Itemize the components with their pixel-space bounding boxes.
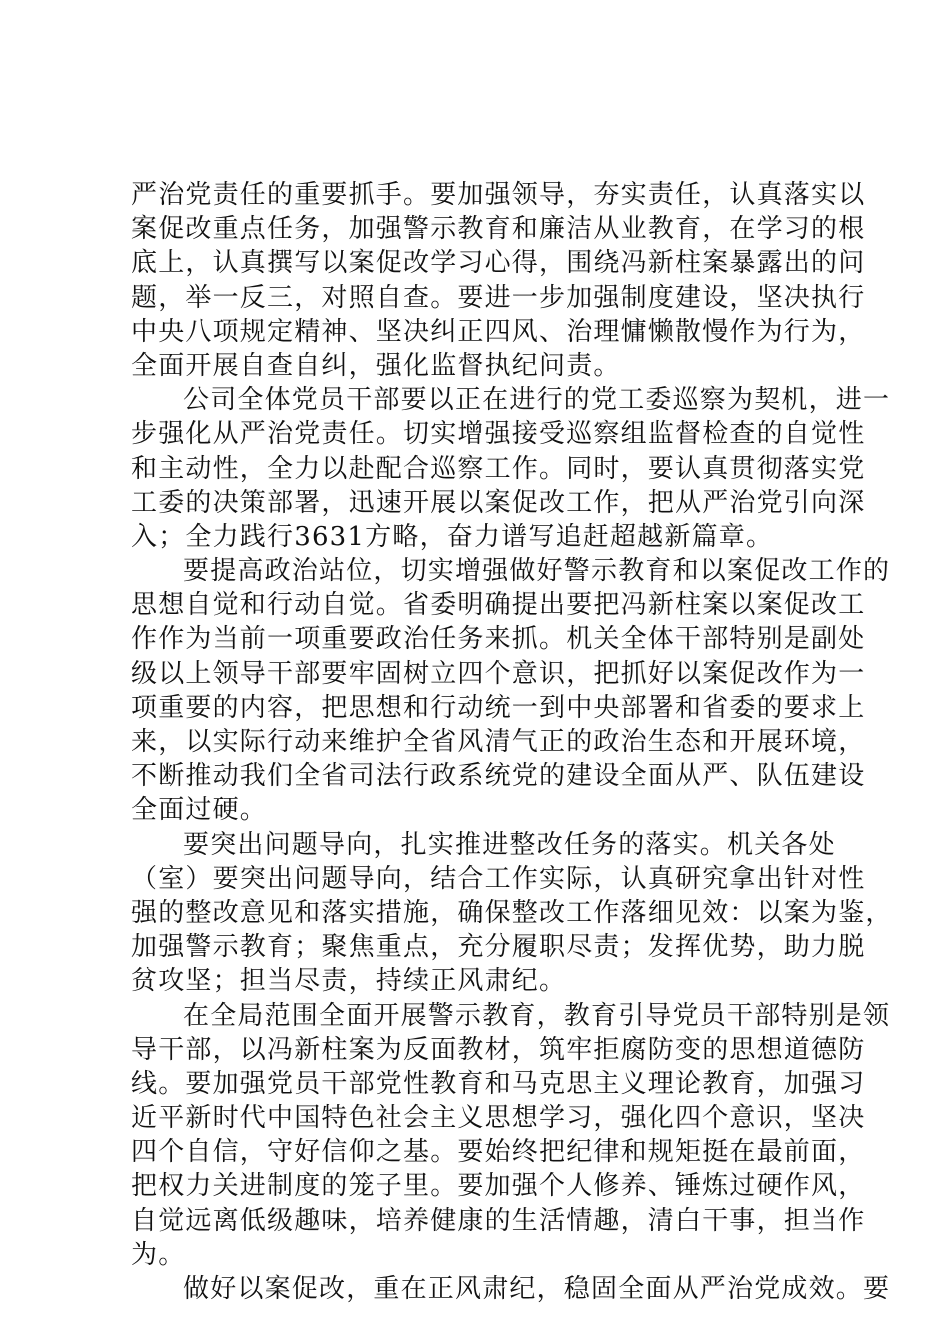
paragraph-line: 和主动性，全力以赴配合巡察工作。同时，要认真贯彻落实党 (131, 453, 866, 484)
paragraph-line: （室）要突出问题导向，结合工作实际，认真研究拿出针对性 (131, 863, 866, 894)
paragraph-line: 入；全力践行3631方略，奋力谱写追赶超越新篇章。 (131, 521, 774, 552)
paragraph-line: 四个自信，守好信仰之基。要始终把纪律和规矩挺在最前面， (131, 1137, 866, 1168)
paragraph-line: 加强警示教育；聚焦重点，充分履职尽责；发挥优势，助力脱 (131, 932, 866, 963)
paragraph-line: 项重要的内容，把思想和行动统一到中央部署和省委的要求上 (131, 692, 866, 723)
paragraph-line: 在全局范围全面开展警示教育，教育引导党员干部特别是领 (183, 1000, 891, 1031)
paragraph-line: 公司全体党员干部要以正在进行的党工委巡察为契机，进一 (183, 385, 891, 416)
document-body (131, 178, 893, 1306)
paragraph-line: 步强化从严治党责任。切实增强接受巡察组监督检查的自觉性 (131, 419, 866, 450)
paragraph-line: 线。要加强党员干部党性教育和马克思主义理论教育，加强习 (131, 1068, 866, 1099)
paragraph-line: 近平新时代中国特色社会主义思想学习，强化四个意识，坚决 (131, 1103, 866, 1134)
paragraph-line: 要突出问题导向，扎实推进整改任务的落实。机关各处 (183, 829, 836, 860)
paragraph-line: 题，举一反三，对照自查。要进一步加强制度建设，坚决执行 (131, 282, 866, 313)
paragraph (131, 1272, 891, 1306)
paragraph-line: 全面过硬。 (131, 795, 268, 826)
paragraph (131, 383, 891, 554)
paragraph-line: 把权力关进制度的笼子里。要加强个人修养、锤炼过硬作风， (131, 1171, 866, 1202)
paragraph-line: 严治党责任的重要抓手。要加强领导，夯实责任，认真落实以 (131, 180, 866, 210)
paragraph-line: 中央八项规定精神、坚决纠正四风、治理慵懒散慢作为行为， (131, 316, 866, 347)
paragraph (131, 828, 893, 999)
paragraph-line: 作作为当前一项重要政治任务来抓。机关全体干部特别是副处 (131, 624, 866, 655)
paragraph-line: 工委的决策部署，迅速开展以案促改工作，把从严治党引向深 (131, 487, 866, 518)
paragraph-line: 要提高政治站位，切实增强做好警示教育和以案促改工作的 (183, 556, 891, 587)
paragraph-line: 为。 (131, 1239, 186, 1270)
paragraph (131, 554, 891, 828)
paragraph-line: 全面开展自查自纠，强化监督执纪问责。 (131, 350, 621, 381)
paragraph-line: 思想自觉和行动自觉。省委明确提出要把冯新柱案以案促改工 (131, 590, 866, 621)
paragraph-line: 自觉远离低级趣味，培养健康的生活情趣，清白干事，担当作 (131, 1205, 866, 1236)
paragraph-line: 导干部，以冯新柱案为反面教材，筑牢拒腐防变的思想道德防 (131, 1034, 866, 1065)
paragraph-line: 做好以案促改，重在正风肃纪，稳固全面从严治党成效。要 (183, 1274, 891, 1304)
paragraph (131, 999, 891, 1273)
paragraph-line: 来，以实际行动来维护全省风清气正的政治生态和开展环境， (131, 727, 866, 757)
paragraph-line: 底上，认真撰写以案促改学习心得，围绕冯新柱案暴露出的问 (131, 248, 866, 279)
paragraph-line: 案促改重点任务，加强警示教育和廉洁从业教育，在学习的根 (131, 214, 866, 245)
paragraph-line: 不断推动我们全省司法行政系统党的建设全面从严、队伍建设 (131, 761, 866, 792)
paragraph-line: 贫攻坚；担当尽责，持续正风肃纪。 (131, 966, 567, 997)
paragraph (131, 178, 866, 383)
paragraph-line: 级以上领导干部要牢固树立四个意识，把抓好以案促改作为一 (131, 658, 866, 689)
paragraph-line: 强的整改意见和落实措施，确保整改工作落细见效：以案为鉴， (131, 897, 893, 928)
